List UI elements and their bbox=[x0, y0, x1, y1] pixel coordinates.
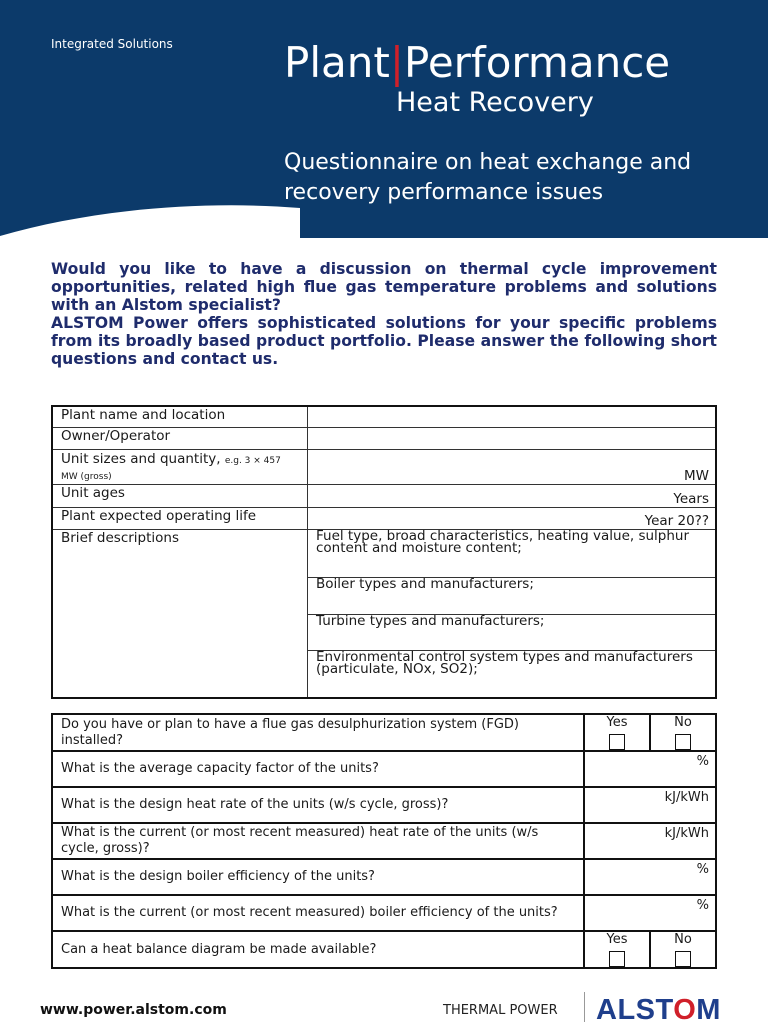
unit-size-label: Unit sizes and quantity, bbox=[61, 450, 221, 467]
question-text: What is the average capacity factor of the units? bbox=[52, 751, 584, 787]
environmental-control-field[interactable]: Environmental control system types and manufacturers (particulate, NOx, SO2); bbox=[308, 650, 717, 698]
unit-size-example: e.g. 3 × 457 MW (gross) bbox=[61, 455, 281, 482]
table-row bbox=[52, 484, 716, 507]
intro-text bbox=[51, 260, 717, 368]
logo-text-o: O bbox=[673, 994, 697, 1026]
division-label: THERMAL POWER bbox=[443, 1003, 558, 1018]
table-row bbox=[52, 529, 716, 577]
yes-option bbox=[584, 714, 650, 751]
row-label bbox=[52, 449, 308, 484]
table-row bbox=[52, 823, 716, 859]
unit-size-field[interactable]: MW bbox=[308, 449, 717, 484]
table-row bbox=[52, 931, 716, 968]
website-link[interactable]: www.power.alstom.com bbox=[40, 1002, 227, 1018]
table-row bbox=[52, 859, 716, 895]
yes-label: Yes bbox=[606, 932, 628, 947]
question-text: What is the design boiler efficiency of the units? bbox=[52, 859, 584, 895]
table-row bbox=[52, 449, 716, 484]
no-option bbox=[650, 714, 716, 751]
fuel-type-field[interactable]: Fuel type, broad characteristics, heating value, sulphur content and moisture content; bbox=[308, 529, 717, 577]
unit-ages-field[interactable]: Years bbox=[308, 484, 717, 507]
table-row bbox=[52, 751, 716, 787]
yes-option bbox=[584, 931, 650, 968]
operating-life-field[interactable]: Year 20?? bbox=[308, 507, 717, 529]
yes-label: Yes bbox=[606, 715, 628, 730]
table-row bbox=[52, 427, 716, 449]
table-row bbox=[52, 406, 716, 427]
yes-checkbox[interactable] bbox=[609, 734, 625, 750]
questionnaire-title: Questionnaire on heat exchange and recovery performance issues bbox=[284, 150, 692, 205]
row-label: Owner/Operator bbox=[52, 427, 308, 449]
design-heat-rate-field[interactable]: kJ/kWh bbox=[584, 787, 716, 823]
intro-paragraph-1: Would you like to have a discussion on thermal cycle improvement opportunities, related high flue gas temperature problems and solutions with an Alstom specialist? bbox=[51, 260, 717, 314]
table-row bbox=[52, 895, 716, 931]
alstom-logo bbox=[596, 994, 721, 1027]
no-checkbox[interactable] bbox=[675, 734, 691, 750]
question-text: What is the current (or most recent measured) heat rate of the units (w/s cycle, gross)? bbox=[52, 823, 584, 859]
plant-name-field[interactable] bbox=[308, 406, 717, 427]
row-label: Plant expected operating life bbox=[52, 507, 308, 529]
tagline: Integrated Solutions bbox=[51, 37, 173, 51]
current-heat-rate-field[interactable]: kJ/kWh bbox=[584, 823, 716, 859]
no-checkbox[interactable] bbox=[675, 951, 691, 967]
no-label: No bbox=[674, 715, 692, 730]
title-separator: | bbox=[389, 38, 404, 87]
question-text: Can a heat balance diagram be made available? bbox=[52, 931, 584, 968]
page-subtitle: Heat Recovery bbox=[396, 87, 594, 118]
question-text: What is the design heat rate of the units (w/s cycle, gross)? bbox=[52, 787, 584, 823]
no-label: No bbox=[674, 932, 692, 947]
title-right: Performance bbox=[403, 38, 671, 87]
turbine-types-field[interactable]: Turbine types and manufacturers; bbox=[308, 614, 717, 650]
owner-field[interactable] bbox=[308, 427, 717, 449]
question-text: What is the current (or most recent measured) boiler efficiency of the units? bbox=[52, 895, 584, 931]
questions-table bbox=[51, 713, 717, 969]
table-row bbox=[52, 507, 716, 529]
yes-checkbox[interactable] bbox=[609, 951, 625, 967]
title-left: Plant bbox=[284, 38, 390, 87]
no-option bbox=[650, 931, 716, 968]
design-boiler-efficiency-field[interactable]: % bbox=[584, 859, 716, 895]
capacity-factor-field[interactable]: % bbox=[584, 751, 716, 787]
current-boiler-efficiency-field[interactable]: % bbox=[584, 895, 716, 931]
row-label: Unit ages bbox=[52, 484, 308, 507]
logo-text-b: M bbox=[696, 994, 721, 1026]
footer-divider bbox=[584, 992, 585, 1022]
header-banner bbox=[0, 0, 768, 240]
page-title bbox=[284, 38, 670, 88]
logo-text-a: ALST bbox=[596, 994, 674, 1026]
row-label: Plant name and location bbox=[52, 406, 308, 427]
boiler-types-field[interactable]: Boiler types and manufacturers; bbox=[308, 577, 717, 614]
table-row bbox=[52, 714, 716, 751]
plant-info-table bbox=[51, 405, 717, 699]
intro-paragraph-2: ALSTOM Power offers sophisticated solutions for your specific problems from its broadly based product portfolio. Please answer the following short questions and contact us. bbox=[51, 314, 717, 368]
question-text: Do you have or plan to have a flue gas desulphurization system (FGD) installed? bbox=[52, 714, 584, 751]
table-row bbox=[52, 787, 716, 823]
brief-descriptions-label: Brief descriptions bbox=[52, 529, 308, 698]
